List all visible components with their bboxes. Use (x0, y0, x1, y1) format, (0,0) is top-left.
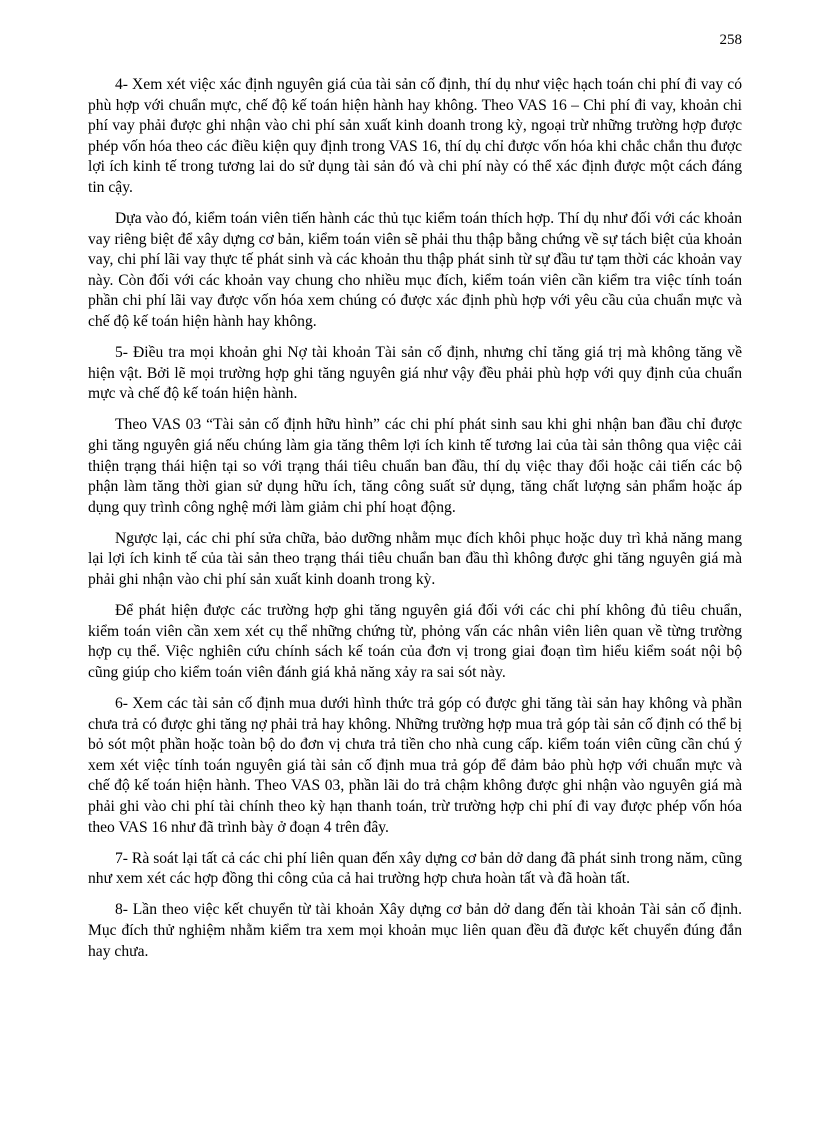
paragraph-item-5: 5- Điều tra mọi khoản ghi Nợ tài khoản Tài sản cố định, nhưng chỉ tăng giá trị mà không tăng về hiện vật. Bởi lẽ mọi trường hợp ghi tăng nguyên giá như vậy đều phải phù hợp với quy định của chuẩn mực và chế độ kế toán hiện hành. (88, 344, 742, 403)
page-number: 258 (719, 32, 742, 48)
paragraph-detection: Để phát hiện được các trường hợp ghi tăng nguyên giá đối với các chi phí không đủ tiêu chuẩn, kiểm toán viên cần xem xét cụ thể những chứng từ, phỏng vấn các nhân viên liên quan về từng trường hợp cụ thể. Việc nghiên cứu chính sách kế toán của đơn vị trong giai đoạn tìm hiểu kiểm soát nội bộ cũng giúp cho kiểm toán viên đánh giá khả năng xảy ra sai sót này. (88, 602, 742, 681)
paragraph-item-4: 4- Xem xét việc xác định nguyên giá của tài sản cố định, thí dụ như việc hạch toán chi phí đi vay có phù hợp với chuẩn mực, chế độ kế toán hiện hành hay không. Theo VAS 16 – Chi phí đi vay, khoản chi phí vay phải được ghi nhận vào chi phí sản xuất kinh doanh trong kỳ, ngoại trừ những trường hợp được phép vốn hóa theo các điều kiện quy định trong VAS 16, thí dụ chỉ được vốn hóa khi chắc chắn thu được lợi ích kinh tế trong tương lai do sử dụng tài sản đó và chi phí này có thể xác định được một cách đáng tin cậy. (88, 76, 742, 196)
paragraph-item-8: 8- Lần theo việc kết chuyển từ tài khoản Xây dựng cơ bản dở dang đến tài khoản Tài sản cố định. Mục đích thử nghiệm nhằm kiểm tra xem mọi khoản mục liên quan đều đã được kết chuyển đúng đắn hay chưa. (88, 901, 742, 960)
paragraph-vas-03: Theo VAS 03 “Tài sản cố định hữu hình” các chi phí phát sinh sau khi ghi nhận ban đầu chỉ được ghi tăng nguyên giá nếu chúng làm gia tăng thêm lợi ích kinh tế tương lai của tài sản thông qua việc cải thiện trạng thái hiện tại so với trạng thái tiêu chuẩn ban đầu, thí dụ việc thay đổi hoặc cải tiến các bộ phận làm tăng thời gian sử dụng hữu ích, tăng công suất sử dụng, tăng chất lượng sản phẩm hoặc áp dụng quy trình công nghệ mới làm giảm chi phí hoạt động. (88, 416, 742, 516)
paragraph-item-6: 6- Xem các tài sản cố định mua dưới hình thức trả góp có được ghi tăng tài sản hay không và phần chưa trả có được ghi tăng nợ phải trả hay không. Những trường hợp mua trả góp tài sản cố định có thể bị bỏ sót một phần hoặc toàn bộ do đơn vị chưa trả tiền cho nhà cung cấp. kiểm toán viên cũng cần chú ý xem xét việc tính toán nguyên giá tài sản cố định mua trả góp để đảm bảo phù hợp với chuẩn mực và chế độ kế toán hiện hành. Theo VAS 03, phần lãi do trả chậm không được ghi nhận vào nguyên giá mà phải ghi vào chi phí tài chính theo kỳ hạn thanh toán, trừ trường hợp chi phí đi vay được phép vốn hóa theo VAS 16 như đã trình bày ở đoạn 4 trên đây. (88, 695, 743, 836)
paragraph-repair-costs: Ngược lại, các chi phí sửa chữa, bảo dưỡng nhằm mục đích khôi phục hoặc duy trì khả năng mang lại lợi ích kinh tế của tài sản theo trạng thái tiêu chuẩn ban đầu thì không được ghi tăng nguyên giá mà phải ghi nhận vào chi phí sản xuất kinh doanh trong kỳ. (88, 529, 742, 589)
paragraph-audit-procedures: Dựa vào đó, kiểm toán viên tiến hành các thủ tục kiểm toán thích hợp. Thí dụ như đối với các khoản vay riêng biệt để xây dựng cơ bản, kiểm toán viên sẽ phải thu thập bằng chứng về sự tách biệt của khoản vay, chi phí lãi vay thực tế phát sinh và các khoản thu thập phát sinh từ sự đầu tư tạm thời các khoản vay này. Còn đối với các khoản vay chung cho nhiều mục đích, kiểm toán viên cần kiểm tra việc tính toán phần chi phí lãi vay được vốn hóa xem chúng có được xác định phù hợp với yêu cầu của chuẩn mực và chế độ kế toán hiện hành hay không. (88, 210, 742, 331)
body-text (88, 75, 742, 973)
paragraph-item-7: 7- Rà soát lại tất cả các chi phí liên quan đến xây dựng cơ bản dở dang đã phát sinh trong năm, cũng như xem xét các hợp đồng thi công của cả hai trường hợp chưa hoàn tất và đã hoàn tất. (88, 849, 742, 888)
